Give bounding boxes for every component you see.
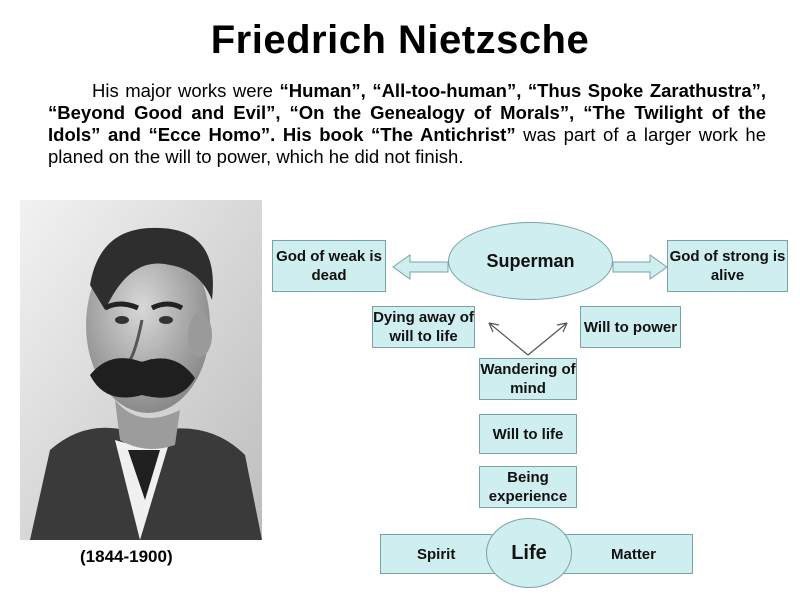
arrowhead-left-icon xyxy=(489,323,499,332)
left-arrow-icon xyxy=(393,255,448,279)
will-to-power-box: Will to power xyxy=(580,306,681,348)
spirit-label: Spirit xyxy=(417,545,456,563)
being-experience-box: Being experience xyxy=(479,466,577,508)
arrowhead-right-icon xyxy=(557,323,567,332)
god-of-strong-box: God of strong is alive xyxy=(667,240,788,292)
paragraph-rest: was part of a larger work he planed on the will to power, which he did not finish. xyxy=(48,124,766,167)
paragraph-works: “Human”, “All-too-human”, “Thus Spoke Zarathustra”, “Beyond Good and Evil”, “On the Genealogy of Morals”, “The Twilight of the Idols” and “Ecce Homo”. His book “The Antichrist” xyxy=(48,80,767,145)
page-title: Friedrich Nietzsche xyxy=(210,18,590,62)
wandering-box: Wandering of mind xyxy=(479,358,577,400)
works-paragraph xyxy=(48,80,766,168)
paragraph-intro: His major works were xyxy=(92,80,280,101)
god-of-weak-box: God of weak is dead xyxy=(272,240,386,292)
nietzsche-portrait xyxy=(20,200,262,540)
matter-label: Matter xyxy=(610,545,656,563)
portrait-image xyxy=(20,200,262,540)
superman-ellipse: Superman xyxy=(448,222,613,300)
arrow-line-right xyxy=(528,323,567,355)
arrow-line-left xyxy=(489,323,528,355)
right-arrow-icon xyxy=(613,255,667,279)
life-ellipse: Life xyxy=(486,518,572,588)
dying-away-box: Dying away of will to life xyxy=(372,306,475,348)
lifespan-caption: (1844-1900) xyxy=(80,547,173,566)
will-to-life-box: Will to life xyxy=(479,414,577,454)
